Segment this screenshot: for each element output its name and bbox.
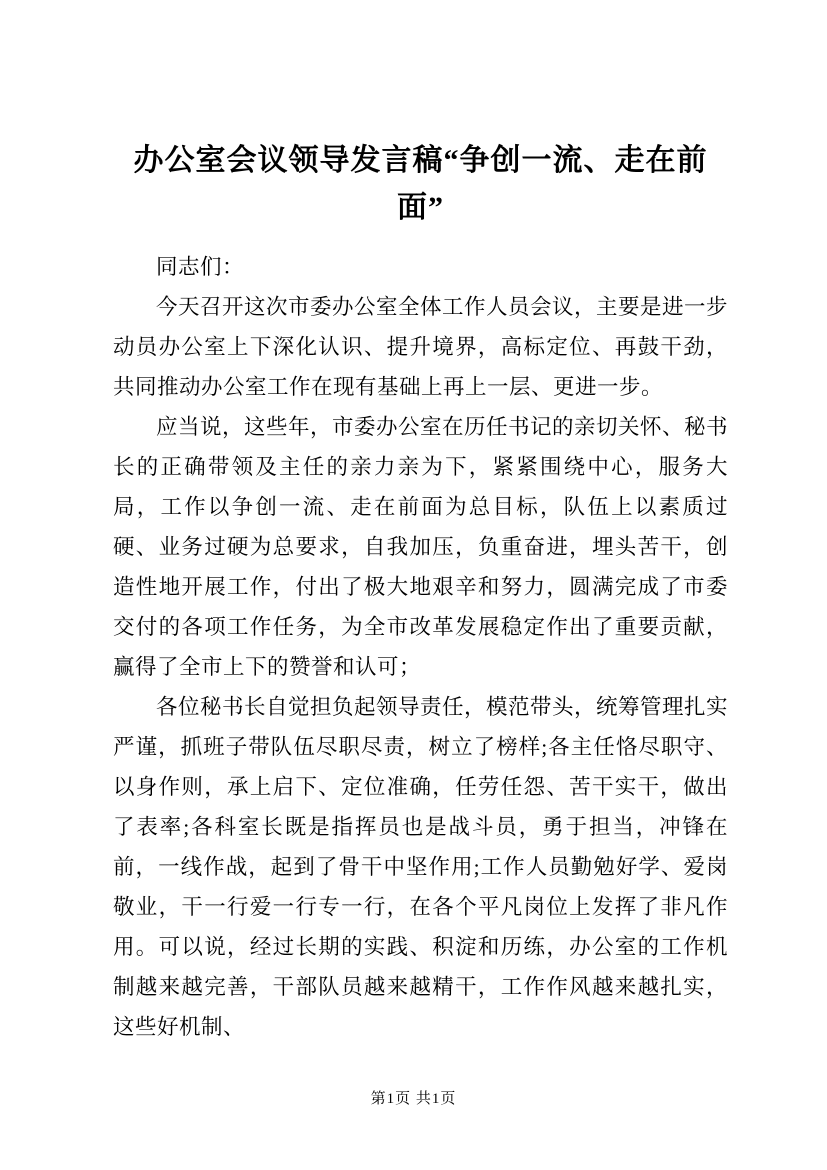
paragraph-salutation: 同志们：	[156, 255, 245, 279]
document-title: 办公室会议领导发言稿“争创一流、走在前面”	[133, 144, 708, 224]
page-number-text: 第1页 共1页	[370, 1091, 457, 1107]
paragraph-body-1: 今天召开这次市委办公室全体工作人员会议，主要是进一步动员办公室上下深化认识、提升境界，高标定位、再鼓干劲，共同推动办公室工作在现有基础上再上一层、更进一步。	[113, 295, 729, 399]
paragraph-body-3: 各位秘书长自觉担负起领导责任，模范带头，统筹管理扎实严谨，抓班子带队伍尽职尽责，树立了榜样;各主任恪尽职守、以身作则，承上启下、定位准确，任劳任怨、苦干实干，做出了表率;各科室长既是指挥员也是战斗员，勇于担当，冲锋在前，一线作战，起到了骨干中坚作用;工作人员勤勉好学、爱岗敬业，干一行爱一行专一行，在各个平凡岗位上发挥了非凡作用。可以说，经过长期的实践、积淀和历练，办公室的工作机制越来越完善，干部队员越来越精干，工作作风越来越扎实，这些好机制、	[113, 695, 729, 1039]
paragraph-body-2: 应当说，这些年，市委办公室在历任书记的亲切关怀、秘书长的正确带领及主任的亲力亲为下，紧紧围绕中心，服务大局，工作以争创一流、走在前面为总目标，队伍上以素质过硬、业务过硬为总要求，自我加压，负重奋进，埋头苦干，创造性地开展工作，付出了极大地艰辛和努力，圆满完成了市委交付的各项工作任务，为全市改革发展稳定作出了重要贡献，赢得了全市上下的赞誉和认可；	[113, 415, 729, 679]
document-body	[113, 247, 728, 1047]
page-footer	[0, 1087, 827, 1108]
